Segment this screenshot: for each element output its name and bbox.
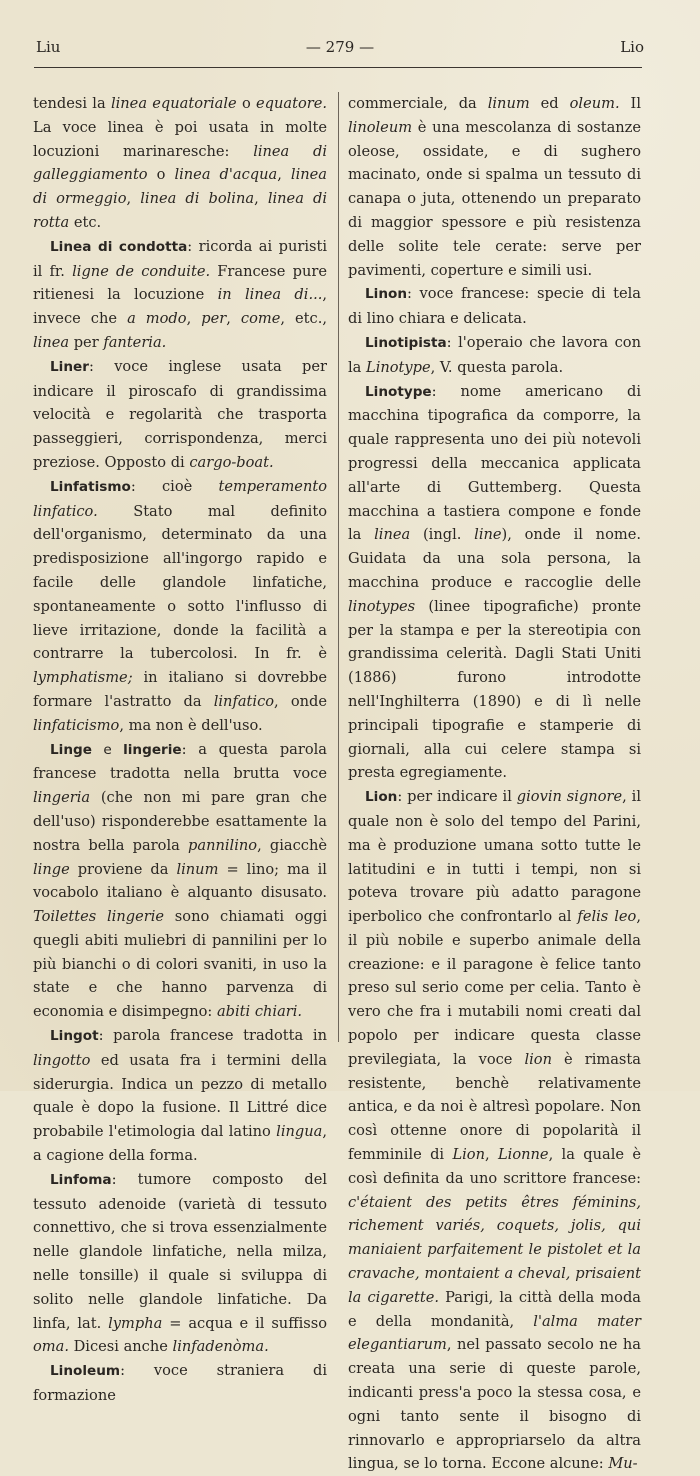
italic-text: felis leo [577, 908, 637, 926]
italic-text: linotypes [348, 597, 416, 615]
entry-headword: Lingot [50, 1028, 99, 1045]
entry-headword: Linotype [365, 383, 432, 400]
entry-headword: Lion [365, 789, 398, 806]
italic-text: linea di galleggiamento [33, 142, 327, 184]
entry-text: Dicesi anche [68, 1338, 173, 1356]
header-left-guideword: Liu [36, 38, 61, 56]
entry-text: , ma non è dell'uso. [119, 716, 263, 734]
entry-text: commerciale, da [348, 95, 488, 112]
italic-text: lion [524, 1050, 552, 1068]
entry-text: Francese pure ritienesi la locuzione [33, 262, 327, 304]
entry-text: Stato mal definito dell'organismo, determinato da una predisposizione all'ingorgo rapido e facile delle glandole linfatiche, spontaneamente o sotto l'influsso di lieve irritazione, donde la facilità a contrarre la tubercolosi. In fr. è [33, 502, 327, 663]
entry-text: : nome americano di macchina tipografica da comporre, la quale rappresenta uno dei più notevoli progressi della meccanica applicata all'arte di Guttemberg. Questa macchina a tastiera compone e fonde la [348, 382, 641, 544]
entry-headword: Liner [50, 358, 89, 375]
italic-text: linea d'acqua [174, 166, 278, 184]
entry-text: : cioè [130, 477, 219, 495]
italic-text: in linea di... [217, 286, 323, 304]
italic-text: linum [176, 860, 219, 878]
dictionary-entry [348, 92, 641, 282]
dictionary-entry [33, 92, 327, 235]
italic-text: oma. [33, 1338, 69, 1356]
italic-text: equatore. [256, 95, 327, 112]
entry-text: , [254, 190, 268, 208]
italic-text: Lion [452, 1146, 485, 1164]
header-right-guideword: Lio [620, 38, 644, 56]
entry-text: Parigi, la città della moda e della mondanità, [348, 1288, 641, 1330]
italic-text: temperamento linfatico. [33, 477, 327, 520]
italic-text: Toilettes lingerie [33, 908, 164, 926]
dictionary-entry [33, 738, 327, 1025]
entry-text: (che non mi pare gran che dell'uso) risponderebbe esattamente la nostra bella parola [33, 789, 327, 854]
entry-text: (ingl. [410, 526, 475, 544]
italic-text: pannilino [188, 836, 258, 854]
entry-text: ), onde il nome. Guidata da una sola persona, la macchina produce e raccoglie delle [348, 526, 641, 591]
entry-text: (linee tipografiche) pronte per la stampa e per la stereotipia con grandissima celerità. Dagli Stati Uniti (1886) furono introdotte nell'Inghilterra (1890) e di lì nelle principali tipografie e stamperie di giornali, alla cui celere stampa si presta egregiamente. [348, 597, 641, 782]
entry-text: = lino; ma il vocabolo italiano è alquanto disusato. [33, 860, 327, 902]
entry-text: , giacchè [257, 836, 327, 854]
entry-text: : l'operaio che lavora con la [348, 333, 641, 376]
entry-text: etc. [69, 213, 102, 231]
entry-text: o [236, 95, 256, 112]
entry-text: in italiano si dovrebbe formare l'astratto da [33, 669, 327, 710]
entry-text: : voce francese: specie di tela di lino chiara e delicata. [348, 285, 641, 328]
italic-text: ligne de conduite. [72, 262, 211, 280]
italic-text: lingotto [33, 1051, 91, 1069]
italic-text: linea di ormeggio [33, 166, 327, 208]
italic-text: a modo [127, 310, 187, 328]
entry-text: , [186, 310, 202, 328]
entry-text: è una mescolanza di sostanze oleose, ossidate, e di sughero macinato, onde si spalma un tessuto di canapa o juta, ottenendo un preparato di maggior spessore e più resistenza delle solite tele cerate: serve per pavimenti, coperture e simili usi. [348, 118, 641, 279]
italic-text: lympha [108, 1314, 163, 1332]
entry-text: : ricorda ai puristi il fr. [33, 237, 328, 280]
entry-text: , il quale non è solo del tempo del Parini, ma è produzione umana sotto tutte le latitudini e in tutti i tempi, non si poteva trovare più adatto paragone iperbolico che confrontarlo al [348, 788, 641, 926]
entry-text: , nel passato secolo ne ha creata una serie di queste parole, indicanti press'a poco la stessa cosa, e ogni tanto sente il bisogno di rinnovarlo e appropriarselo da altra lingua, se lo torna. Eccone alcune: [348, 1336, 641, 1473]
running-header [36, 38, 644, 58]
italic-text: linea [33, 333, 70, 351]
italic-text: linea equatoriale [110, 95, 237, 112]
entry-text: o [147, 166, 175, 184]
entry-text: , etc., [280, 310, 327, 328]
dictionary-entry [33, 1359, 327, 1408]
italic-text: linfadenòma. [172, 1338, 269, 1356]
dictionary-entry [348, 785, 641, 1476]
italic-text: lingeria [33, 789, 91, 807]
entry-text: , invece che [33, 286, 327, 328]
entry-headword: Linfoma [50, 1171, 112, 1188]
dictionary-entry [33, 1168, 327, 1359]
italic-text: fanteria. [103, 333, 167, 351]
entry-text: , [226, 310, 241, 328]
entry-text: , il più nobile e superbo animale della creazione: e il paragone è felice tanto preso sul serio come per celia. Tanto è vero che fra i mutabili nomi creati dal popolo per indicare questa classe previlegiata, la voce [348, 908, 641, 1068]
italic-text: cargo-boat. [189, 453, 274, 471]
entry-text: proviene da [69, 860, 177, 878]
page-number: — 279 — [305, 38, 375, 56]
entry-text: , [485, 1146, 498, 1164]
italic-text: come [240, 310, 281, 328]
italic-text: oleum. [569, 95, 620, 112]
italic-text: linea di rotta [33, 190, 328, 231]
italic-text: Lionne [497, 1146, 549, 1164]
italic-text: linea [374, 526, 411, 544]
headword-connector: e [91, 741, 124, 758]
dictionary-entry [33, 235, 327, 355]
entry-text: è rimasta resistente, benchè relativamente antica, e da noi è altresì popolare. Non così ottenne onore di popolarità il femminile di [348, 1050, 641, 1164]
column-divider [338, 92, 339, 1042]
italic-text: linfaticismo [33, 716, 120, 734]
italic-text: linfatico [213, 692, 275, 710]
entry-text: , [126, 190, 141, 208]
entry-headword: Linea di condotta [50, 238, 188, 255]
entry-text: , a cagione della forma. [33, 1123, 327, 1165]
entry-text: : voce inglese usata per indicare il piroscafo di grandissima velocità e regolarità che trasporta passeggieri, corrispondenza, merci preziose. Opposto di [33, 357, 327, 471]
header-rule [34, 67, 642, 68]
entry-text: ed usata fra i termini della siderurgia. Indica un pezzo di metallo quale è dopo la fusione. Il Littré dice probabile l'etimologia dal latino [33, 1051, 327, 1141]
entry-headword: Linon [365, 286, 408, 303]
right-column [348, 92, 641, 1476]
dictionary-entry [33, 355, 327, 475]
entry-text: : voce straniera di formazione [33, 1362, 327, 1405]
dictionary-entry [348, 380, 641, 786]
italic-text: linge [33, 860, 70, 878]
italic-text: lymphatisme; [33, 669, 133, 687]
italic-text: Mu- [608, 1455, 638, 1473]
dictionary-entry [348, 282, 641, 331]
entry-text: , la quale è così definita da uno scrittore francese: [348, 1146, 641, 1187]
entry-text: : a questa parola francese tradotta nella brutta voce [33, 740, 327, 783]
entry-headword: Linge [50, 741, 92, 758]
entry-text: La voce linea è poi usata in molte locuzioni marinaresche: [33, 118, 327, 160]
entry-headword: Linotipista [365, 334, 447, 351]
italic-text: Linotype [366, 358, 431, 376]
entry-text: , V. questa parola. [430, 358, 564, 376]
dictionary-entry [33, 475, 327, 738]
entry-text: Il [619, 95, 641, 112]
entry-headword: lingerie [123, 741, 182, 758]
italic-text: linea di bolina [140, 190, 255, 208]
italic-text: linum [487, 95, 530, 112]
entry-text: per [69, 333, 104, 351]
entry-text: : parola francese tradotta in [98, 1027, 327, 1045]
italic-text: lingua [276, 1123, 323, 1141]
entry-headword: Linfatismo [50, 478, 131, 495]
italic-text: l'alma mater elegantiarum [348, 1312, 641, 1354]
left-column [33, 92, 327, 1408]
italic-text: c'étaient des petits êtres féminins, richement variés, coquets, jolis, qui maniaient parfaitement le pistolet et la cravache, montaient a cheval, prisaient la cigarette. [348, 1193, 641, 1306]
italic-text: giovin signore [516, 788, 623, 806]
entry-text: = acqua e il suffisso [162, 1314, 328, 1332]
entry-text: , onde [274, 692, 327, 710]
entry-text: ed [529, 95, 570, 112]
entry-headword: Linoleum [50, 1363, 121, 1380]
italic-text: abiti chiari. [216, 1003, 303, 1021]
entry-text: , [277, 166, 291, 184]
entry-text: sono chiamati oggi quegli abiti muliebri di pannilini per lo più bianchi o di colori svaniti, in uso la state e che hanno parvenza di economia e disimpegno: [33, 908, 327, 1021]
italic-text: line [474, 526, 502, 544]
dictionary-entry [33, 1024, 327, 1168]
entry-text: : per indicare il [397, 788, 517, 806]
entry-text: : tumore composto del tessuto adenoide (varietà di tessuto connettivo, che si trova essenzialmente nelle glandole linfatiche, nella milza, nelle tonsille) il quale si sviluppa di solito nelle glandole linfatiche. Da linfa, lat. [33, 1170, 327, 1332]
entry-text: tendesi la [33, 95, 111, 112]
italic-text: per [201, 310, 227, 328]
italic-text: linoleum [348, 118, 413, 136]
dictionary-entry [348, 331, 641, 380]
